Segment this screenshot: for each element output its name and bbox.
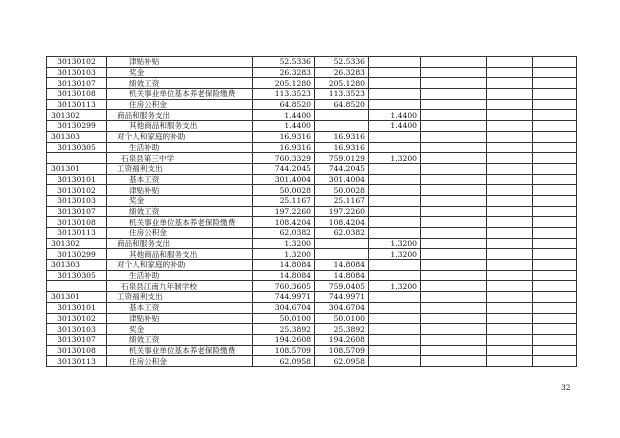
empty-cell: [487, 163, 533, 174]
economic-code-cell: 30130101: [47, 302, 107, 313]
basic-expenditure-cell: 26.3283: [315, 67, 369, 78]
empty-cell: [421, 174, 487, 185]
project-expenditure-cell: 1.3200: [369, 281, 421, 292]
project-expenditure-cell: 1.3200: [369, 238, 421, 249]
empty-cell: [533, 302, 577, 313]
economic-code-cell: [47, 281, 107, 292]
empty-cell: [421, 302, 487, 313]
item-name-cell: 绩效工资: [107, 206, 253, 217]
economic-code-cell: 30130108: [47, 345, 107, 356]
item-name-cell: 基本工资: [107, 174, 253, 185]
economic-code-cell: 301303: [47, 131, 107, 142]
economic-code-cell: 30130299: [47, 121, 107, 132]
empty-cell: [421, 292, 487, 303]
item-name-cell: 奖金: [107, 195, 253, 206]
project-expenditure-cell: [369, 313, 421, 324]
table-row: [47, 185, 577, 196]
economic-code-cell: 30130107: [47, 206, 107, 217]
table-row: [47, 238, 577, 249]
total-amount-cell: 205.1280: [253, 78, 315, 89]
empty-cell: [533, 324, 577, 335]
economic-code-cell: 30130113: [47, 356, 107, 367]
basic-expenditure-cell: 62.0382: [315, 228, 369, 239]
empty-cell: [421, 89, 487, 100]
empty-cell: [487, 67, 533, 78]
economic-code-cell: 30130102: [47, 57, 107, 68]
empty-cell: [487, 195, 533, 206]
budget-table-body: [47, 57, 577, 367]
project-expenditure-cell: [369, 292, 421, 303]
empty-cell: [533, 195, 577, 206]
project-expenditure-cell: 1.4400: [369, 110, 421, 121]
empty-cell: [421, 249, 487, 260]
empty-cell: [487, 334, 533, 345]
project-expenditure-cell: 1.3200: [369, 153, 421, 164]
empty-cell: [533, 206, 577, 217]
empty-cell: [533, 163, 577, 174]
total-amount-cell: 25.1167: [253, 195, 315, 206]
empty-cell: [533, 57, 577, 68]
project-expenditure-cell: [369, 67, 421, 78]
economic-code-cell: 30130103: [47, 67, 107, 78]
basic-expenditure-cell: 113.3523: [315, 89, 369, 100]
basic-expenditure-cell: 197.2260: [315, 206, 369, 217]
basic-expenditure-cell: 25.1167: [315, 195, 369, 206]
item-name-cell: 商品和服务支出: [107, 110, 253, 121]
economic-code-cell: 30130108: [47, 217, 107, 228]
basic-expenditure-cell: 108.5709: [315, 345, 369, 356]
table-row: [47, 334, 577, 345]
table-row: [47, 163, 577, 174]
item-name-cell: 其他商品和服务支出: [107, 121, 253, 132]
basic-expenditure-cell: 14.8084: [315, 270, 369, 281]
total-amount-cell: 25.3892: [253, 324, 315, 335]
basic-expenditure-cell: 301.4004: [315, 174, 369, 185]
basic-expenditure-cell: [315, 249, 369, 260]
total-amount-cell: 64.8520: [253, 99, 315, 110]
empty-cell: [487, 292, 533, 303]
empty-cell: [421, 142, 487, 153]
empty-cell: [421, 334, 487, 345]
project-expenditure-cell: [369, 356, 421, 367]
economic-code-cell: 301301: [47, 163, 107, 174]
economic-code-cell: 301303: [47, 260, 107, 271]
empty-cell: [533, 121, 577, 132]
total-amount-cell: 1.4400: [253, 110, 315, 121]
basic-expenditure-cell: [315, 110, 369, 121]
project-expenditure-cell: [369, 217, 421, 228]
table-row: [47, 89, 577, 100]
basic-expenditure-cell: 304.6704: [315, 302, 369, 313]
economic-code-cell: 30130113: [47, 228, 107, 239]
empty-cell: [487, 89, 533, 100]
table-row: [47, 78, 577, 89]
empty-cell: [487, 121, 533, 132]
project-expenditure-cell: [369, 345, 421, 356]
project-expenditure-cell: [369, 206, 421, 217]
item-name-cell: 机关事业单位基本养老保险缴费: [107, 345, 253, 356]
empty-cell: [421, 110, 487, 121]
empty-cell: [421, 153, 487, 164]
empty-cell: [421, 78, 487, 89]
item-name-cell: 住房公积金: [107, 356, 253, 367]
empty-cell: [487, 356, 533, 367]
project-expenditure-cell: [369, 185, 421, 196]
table-row: [47, 228, 577, 239]
table-row: [47, 99, 577, 110]
item-name-cell: 津贴补贴: [107, 313, 253, 324]
empty-cell: [487, 206, 533, 217]
empty-cell: [487, 217, 533, 228]
empty-cell: [421, 57, 487, 68]
empty-cell: [421, 313, 487, 324]
empty-cell: [533, 281, 577, 292]
empty-cell: [487, 228, 533, 239]
total-amount-cell: 1.3200: [253, 238, 315, 249]
table-row: [47, 292, 577, 303]
empty-cell: [533, 185, 577, 196]
economic-code-cell: 30130299: [47, 249, 107, 260]
table-row: [47, 110, 577, 121]
economic-code-cell: 30130108: [47, 89, 107, 100]
economic-code-cell: 30130113: [47, 99, 107, 110]
table-row: [47, 57, 577, 68]
empty-cell: [533, 313, 577, 324]
empty-cell: [421, 356, 487, 367]
item-name-cell: 工资福利支出: [107, 292, 253, 303]
item-name-cell: 奖金: [107, 324, 253, 335]
empty-cell: [487, 110, 533, 121]
project-expenditure-cell: [369, 302, 421, 313]
item-name-cell: 其他商品和服务支出: [107, 249, 253, 260]
empty-cell: [487, 345, 533, 356]
item-name-cell: 生活补助: [107, 142, 253, 153]
economic-code-cell: 30130107: [47, 78, 107, 89]
empty-cell: [533, 99, 577, 110]
total-amount-cell: 760.3329: [253, 153, 315, 164]
empty-cell: [421, 131, 487, 142]
table-row: [47, 260, 577, 271]
economic-code-cell: 30130305: [47, 270, 107, 281]
empty-cell: [421, 238, 487, 249]
total-amount-cell: 113.3523: [253, 89, 315, 100]
basic-expenditure-cell: 744.2045: [315, 163, 369, 174]
empty-cell: [421, 67, 487, 78]
empty-cell: [421, 217, 487, 228]
item-name-cell: 机关事业单位基本养老保险缴费: [107, 89, 253, 100]
total-amount-cell: 108.4204: [253, 217, 315, 228]
empty-cell: [487, 78, 533, 89]
empty-cell: [533, 260, 577, 271]
table-row: [47, 249, 577, 260]
total-amount-cell: 197.2260: [253, 206, 315, 217]
item-name-cell: 机关事业单位基本养老保险缴费: [107, 217, 253, 228]
basic-expenditure-cell: 744.9971: [315, 292, 369, 303]
page-number: 32: [561, 383, 571, 392]
project-expenditure-cell: [369, 89, 421, 100]
economic-code-cell: 30130107: [47, 334, 107, 345]
basic-expenditure-cell: 25.3892: [315, 324, 369, 335]
empty-cell: [533, 356, 577, 367]
project-expenditure-cell: [369, 195, 421, 206]
project-expenditure-cell: [369, 324, 421, 335]
basic-expenditure-cell: 62.0958: [315, 356, 369, 367]
total-amount-cell: 16.9316: [253, 142, 315, 153]
total-amount-cell: 52.5336: [253, 57, 315, 68]
empty-cell: [533, 249, 577, 260]
basic-expenditure-cell: 52.5336: [315, 57, 369, 68]
table-row: [47, 313, 577, 324]
table-row: [47, 270, 577, 281]
project-expenditure-cell: [369, 260, 421, 271]
empty-cell: [533, 78, 577, 89]
basic-expenditure-cell: 50.0028: [315, 185, 369, 196]
project-expenditure-cell: [369, 174, 421, 185]
table-row: [47, 131, 577, 142]
total-amount-cell: 301.4004: [253, 174, 315, 185]
basic-expenditure-cell: 14.8084: [315, 260, 369, 271]
table-row: [47, 142, 577, 153]
empty-cell: [533, 345, 577, 356]
table-row: [47, 302, 577, 313]
empty-cell: [533, 217, 577, 228]
item-name-cell: 津贴补贴: [107, 57, 253, 68]
total-amount-cell: 760.3605: [253, 281, 315, 292]
basic-expenditure-cell: 16.9316: [315, 142, 369, 153]
item-name-cell: 住房公积金: [107, 99, 253, 110]
table-row: [47, 174, 577, 185]
empty-cell: [533, 238, 577, 249]
item-name-cell: 绩效工资: [107, 78, 253, 89]
project-expenditure-cell: [369, 131, 421, 142]
economic-code-cell: 301301: [47, 292, 107, 303]
item-name-cell: 奖金: [107, 67, 253, 78]
empty-cell: [533, 131, 577, 142]
empty-cell: [421, 185, 487, 196]
economic-code-cell: 30130102: [47, 313, 107, 324]
project-expenditure-cell: 1.3200: [369, 249, 421, 260]
total-amount-cell: 1.4400: [253, 121, 315, 132]
basic-expenditure-cell: [315, 238, 369, 249]
empty-cell: [487, 153, 533, 164]
economic-code-cell: [47, 153, 107, 164]
total-amount-cell: 108.5709: [253, 345, 315, 356]
empty-cell: [421, 99, 487, 110]
item-name-cell: 石泉县江南九年制学校: [107, 281, 253, 292]
economic-code-cell: 30130101: [47, 174, 107, 185]
basic-expenditure-cell: 16.9316: [315, 131, 369, 142]
basic-expenditure-cell: 50.0100: [315, 313, 369, 324]
empty-cell: [487, 313, 533, 324]
empty-cell: [421, 121, 487, 132]
total-amount-cell: 14.8084: [253, 270, 315, 281]
table-row: [47, 281, 577, 292]
total-amount-cell: 14.8084: [253, 260, 315, 271]
basic-expenditure-cell: 108.4204: [315, 217, 369, 228]
empty-cell: [533, 174, 577, 185]
basic-expenditure-cell: [315, 121, 369, 132]
economic-code-cell: 30130305: [47, 142, 107, 153]
table-row: [47, 195, 577, 206]
total-amount-cell: 50.0028: [253, 185, 315, 196]
total-amount-cell: 194.2608: [253, 334, 315, 345]
empty-cell: [421, 270, 487, 281]
empty-cell: [487, 281, 533, 292]
table-row: [47, 356, 577, 367]
project-expenditure-cell: [369, 57, 421, 68]
project-expenditure-cell: [369, 228, 421, 239]
empty-cell: [533, 153, 577, 164]
project-expenditure-cell: [369, 78, 421, 89]
empty-cell: [533, 292, 577, 303]
total-amount-cell: 744.2045: [253, 163, 315, 174]
total-amount-cell: 1.3200: [253, 249, 315, 260]
empty-cell: [533, 89, 577, 100]
item-name-cell: 基本工资: [107, 302, 253, 313]
project-expenditure-cell: [369, 334, 421, 345]
basic-expenditure-cell: 759.0129: [315, 153, 369, 164]
empty-cell: [533, 67, 577, 78]
empty-cell: [487, 174, 533, 185]
total-amount-cell: 62.0382: [253, 228, 315, 239]
empty-cell: [421, 260, 487, 271]
table-row: [47, 324, 577, 335]
item-name-cell: 对个人和家庭的补助: [107, 260, 253, 271]
empty-cell: [533, 142, 577, 153]
total-amount-cell: 304.6704: [253, 302, 315, 313]
project-expenditure-cell: 1.4400: [369, 121, 421, 132]
empty-cell: [533, 270, 577, 281]
project-expenditure-cell: [369, 270, 421, 281]
empty-cell: [421, 195, 487, 206]
empty-cell: [487, 324, 533, 335]
empty-cell: [533, 334, 577, 345]
empty-cell: [421, 206, 487, 217]
table-row: [47, 67, 577, 78]
item-name-cell: 商品和服务支出: [107, 238, 253, 249]
empty-cell: [421, 281, 487, 292]
empty-cell: [487, 142, 533, 153]
empty-cell: [533, 228, 577, 239]
empty-cell: [487, 249, 533, 260]
total-amount-cell: 26.3283: [253, 67, 315, 78]
economic-code-cell: 30130103: [47, 324, 107, 335]
empty-cell: [487, 57, 533, 68]
total-amount-cell: 16.9316: [253, 131, 315, 142]
item-name-cell: 生活补助: [107, 270, 253, 281]
empty-cell: [421, 228, 487, 239]
item-name-cell: 绩效工资: [107, 334, 253, 345]
empty-cell: [487, 238, 533, 249]
empty-cell: [487, 131, 533, 142]
item-name-cell: 工资福利支出: [107, 163, 253, 174]
empty-cell: [421, 345, 487, 356]
item-name-cell: 津贴补贴: [107, 185, 253, 196]
table-row: [47, 217, 577, 228]
project-expenditure-cell: [369, 99, 421, 110]
economic-code-cell: 301302: [47, 110, 107, 121]
total-amount-cell: 62.0958: [253, 356, 315, 367]
item-name-cell: 对个人和家庭的补助: [107, 131, 253, 142]
item-name-cell: 石泉县第三中学: [107, 153, 253, 164]
table-row: [47, 121, 577, 132]
economic-code-cell: 30130102: [47, 185, 107, 196]
project-expenditure-cell: [369, 163, 421, 174]
empty-cell: [487, 185, 533, 196]
economic-code-cell: 301302: [47, 238, 107, 249]
table-row: [47, 206, 577, 217]
budget-table: [46, 56, 577, 367]
basic-expenditure-cell: 64.8520: [315, 99, 369, 110]
basic-expenditure-cell: 205.1280: [315, 78, 369, 89]
empty-cell: [421, 324, 487, 335]
project-expenditure-cell: [369, 142, 421, 153]
basic-expenditure-cell: 194.2608: [315, 334, 369, 345]
empty-cell: [487, 99, 533, 110]
total-amount-cell: 744.9971: [253, 292, 315, 303]
table-row: [47, 345, 577, 356]
empty-cell: [487, 302, 533, 313]
empty-cell: [421, 163, 487, 174]
economic-code-cell: 30130103: [47, 195, 107, 206]
total-amount-cell: 50.0100: [253, 313, 315, 324]
table-row: [47, 153, 577, 164]
empty-cell: [533, 110, 577, 121]
basic-expenditure-cell: 759.0405: [315, 281, 369, 292]
item-name-cell: 住房公积金: [107, 228, 253, 239]
empty-cell: [487, 270, 533, 281]
empty-cell: [487, 260, 533, 271]
